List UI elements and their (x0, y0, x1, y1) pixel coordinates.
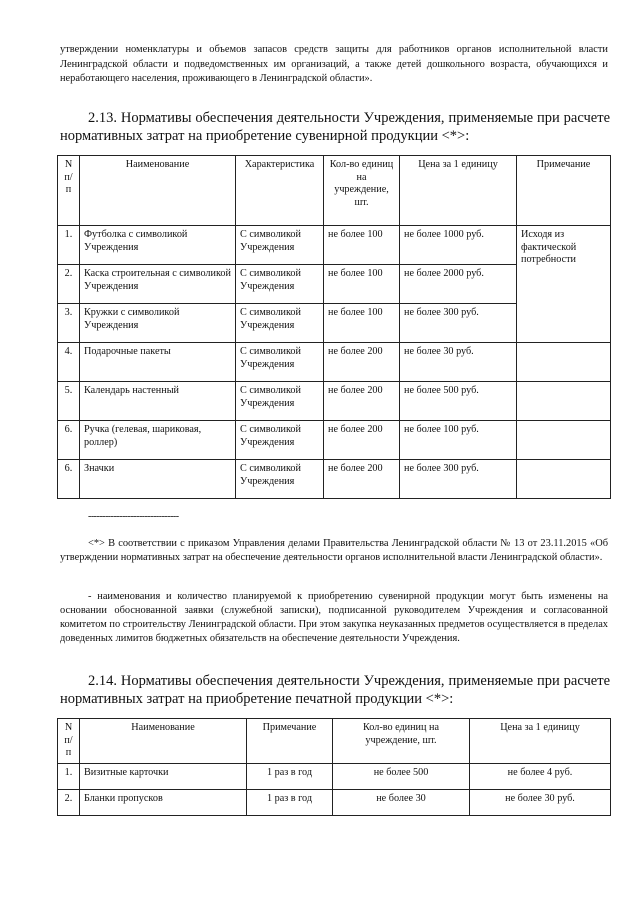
row-characteristic: С символикой Учреждения (236, 265, 324, 304)
table-row (58, 763, 611, 789)
row-quantity: не более 500 (333, 763, 470, 789)
section-2-13-heading: 2.13. Нормативы обеспечения деятельности Учреждения, применяемые при расчете нормативных затрат на приобретение сувенирной продукции <*>: (60, 110, 610, 144)
table-row (58, 421, 611, 460)
row-name: Футболка с символикой Учреждения (80, 226, 236, 265)
note-merged-cell: Исходя из фактической потребности (517, 226, 611, 343)
col-header-name: Наименование (80, 719, 247, 764)
row-price: не более 30 руб. (470, 789, 611, 815)
row-price: не более 300 руб. (400, 304, 517, 343)
col-header-note: Примечание (247, 719, 333, 764)
row-num: 1. (58, 763, 80, 789)
table-row (58, 382, 611, 421)
col-header-note: Примечание (517, 156, 611, 226)
row-num: 3. (58, 304, 80, 343)
row-characteristic: С символикой Учреждения (236, 421, 324, 460)
row-characteristic: С символикой Учреждения (236, 460, 324, 499)
souvenir-table (57, 155, 611, 499)
row-name: Значки (80, 460, 236, 499)
row-num: 5. (58, 382, 80, 421)
row-characteristic: С символикой Учреждения (236, 226, 324, 265)
footnote-separator: -------------------------------- (88, 511, 179, 522)
row-price: не более 30 руб. (400, 343, 517, 382)
col-header-name: Наименование (80, 156, 236, 226)
row-quantity: не более 200 (324, 421, 400, 460)
row-note-empty (517, 460, 611, 499)
row-note-empty (517, 343, 611, 382)
row-name: Календарь настенный (80, 382, 236, 421)
table-row (58, 789, 611, 815)
row-characteristic: С символикой Учреждения (236, 382, 324, 421)
souvenir-table-header (58, 156, 611, 226)
intro-paragraph: утверждении номенклатуры и объемов запасов средств защиты для работников органов исполнительной власти Ленинградской области и подведомственных им организаций, а также детей дошкольного возраста, обучающихся и неработающего населения, проживающего в Ленинградской области». (60, 44, 608, 84)
row-num: 2. (58, 265, 80, 304)
row-price: не более 500 руб. (400, 382, 517, 421)
row-characteristic: С символикой Учреждения (236, 304, 324, 343)
row-num: 4. (58, 343, 80, 382)
note-paragraph: - наименования и количество планируемой к приобретению сувенирной продукции могут быть изменены на основании обоснованной заявки (служебной записки), подписанной руководителем Учреждения и согласованной комитетом по строительству Ленинградской области. При этом закупка неуказанных предметов осуществляется в пределах доведенных лимитов бюджетных обязательств на обеспечение деятельности Учреждения. (60, 591, 608, 644)
col-header-num: N п/п (58, 156, 80, 226)
row-price: не более 300 руб. (400, 460, 517, 499)
row-name: Подарочные пакеты (80, 343, 236, 382)
col-header-characteristic: Характеристика (236, 156, 324, 226)
row-quantity: не более 30 (333, 789, 470, 815)
row-num: 1. (58, 226, 80, 265)
table-row (58, 226, 611, 265)
col-header-quantity: Кол-во единиц на учреждение, шт. (324, 156, 400, 226)
row-price: не более 2000 руб. (400, 265, 517, 304)
row-num: 6. (58, 460, 80, 499)
section-2-14-heading: 2.14. Нормативы обеспечения деятельности Учреждения, применяемые при расчете нормативных затрат на приобретение печатной продукции <*>: (60, 673, 610, 707)
printed-products-table (57, 718, 611, 816)
col-header-price: Цена за 1 единицу (400, 156, 517, 226)
row-name: Бланки пропусков (80, 789, 247, 815)
col-header-quantity: Кол-во единиц на учреждение, шт. (333, 719, 470, 764)
row-price: не более 4 руб. (470, 763, 611, 789)
row-name: Кружки с символикой Учреждения (80, 304, 236, 343)
printed-table-header (58, 719, 611, 764)
row-note: 1 раз в год (247, 763, 333, 789)
row-num: 2. (58, 789, 80, 815)
row-quantity: не более 200 (324, 343, 400, 382)
row-price: не более 1000 руб. (400, 226, 517, 265)
row-quantity: не более 100 (324, 265, 400, 304)
footnote-text: <*> В соответствии с приказом Управления делами Правительства Ленинградской области № 13 от 23.11.2015 «Об утверждении нормативных затрат на обеспечение деятельности органов исполнительной власти Ленинградской области». (60, 538, 608, 563)
row-name: Визитные карточки (80, 763, 247, 789)
col-header-num: N п/п (58, 719, 80, 764)
row-note-empty (517, 382, 611, 421)
col-header-price: Цена за 1 единицу (470, 719, 611, 764)
row-name: Каска строительная с символикой Учреждения (80, 265, 236, 304)
row-name: Ручка (гелевая, шариковая, роллер) (80, 421, 236, 460)
row-note-empty (517, 421, 611, 460)
row-quantity: не более 100 (324, 226, 400, 265)
row-price: не более 100 руб. (400, 421, 517, 460)
row-characteristic: С символикой Учреждения (236, 343, 324, 382)
row-quantity: не более 200 (324, 382, 400, 421)
row-quantity: не более 100 (324, 304, 400, 343)
table-row (58, 343, 611, 382)
table-row (58, 460, 611, 499)
row-quantity: не более 200 (324, 460, 400, 499)
row-num: 6. (58, 421, 80, 460)
row-note: 1 раз в год (247, 789, 333, 815)
